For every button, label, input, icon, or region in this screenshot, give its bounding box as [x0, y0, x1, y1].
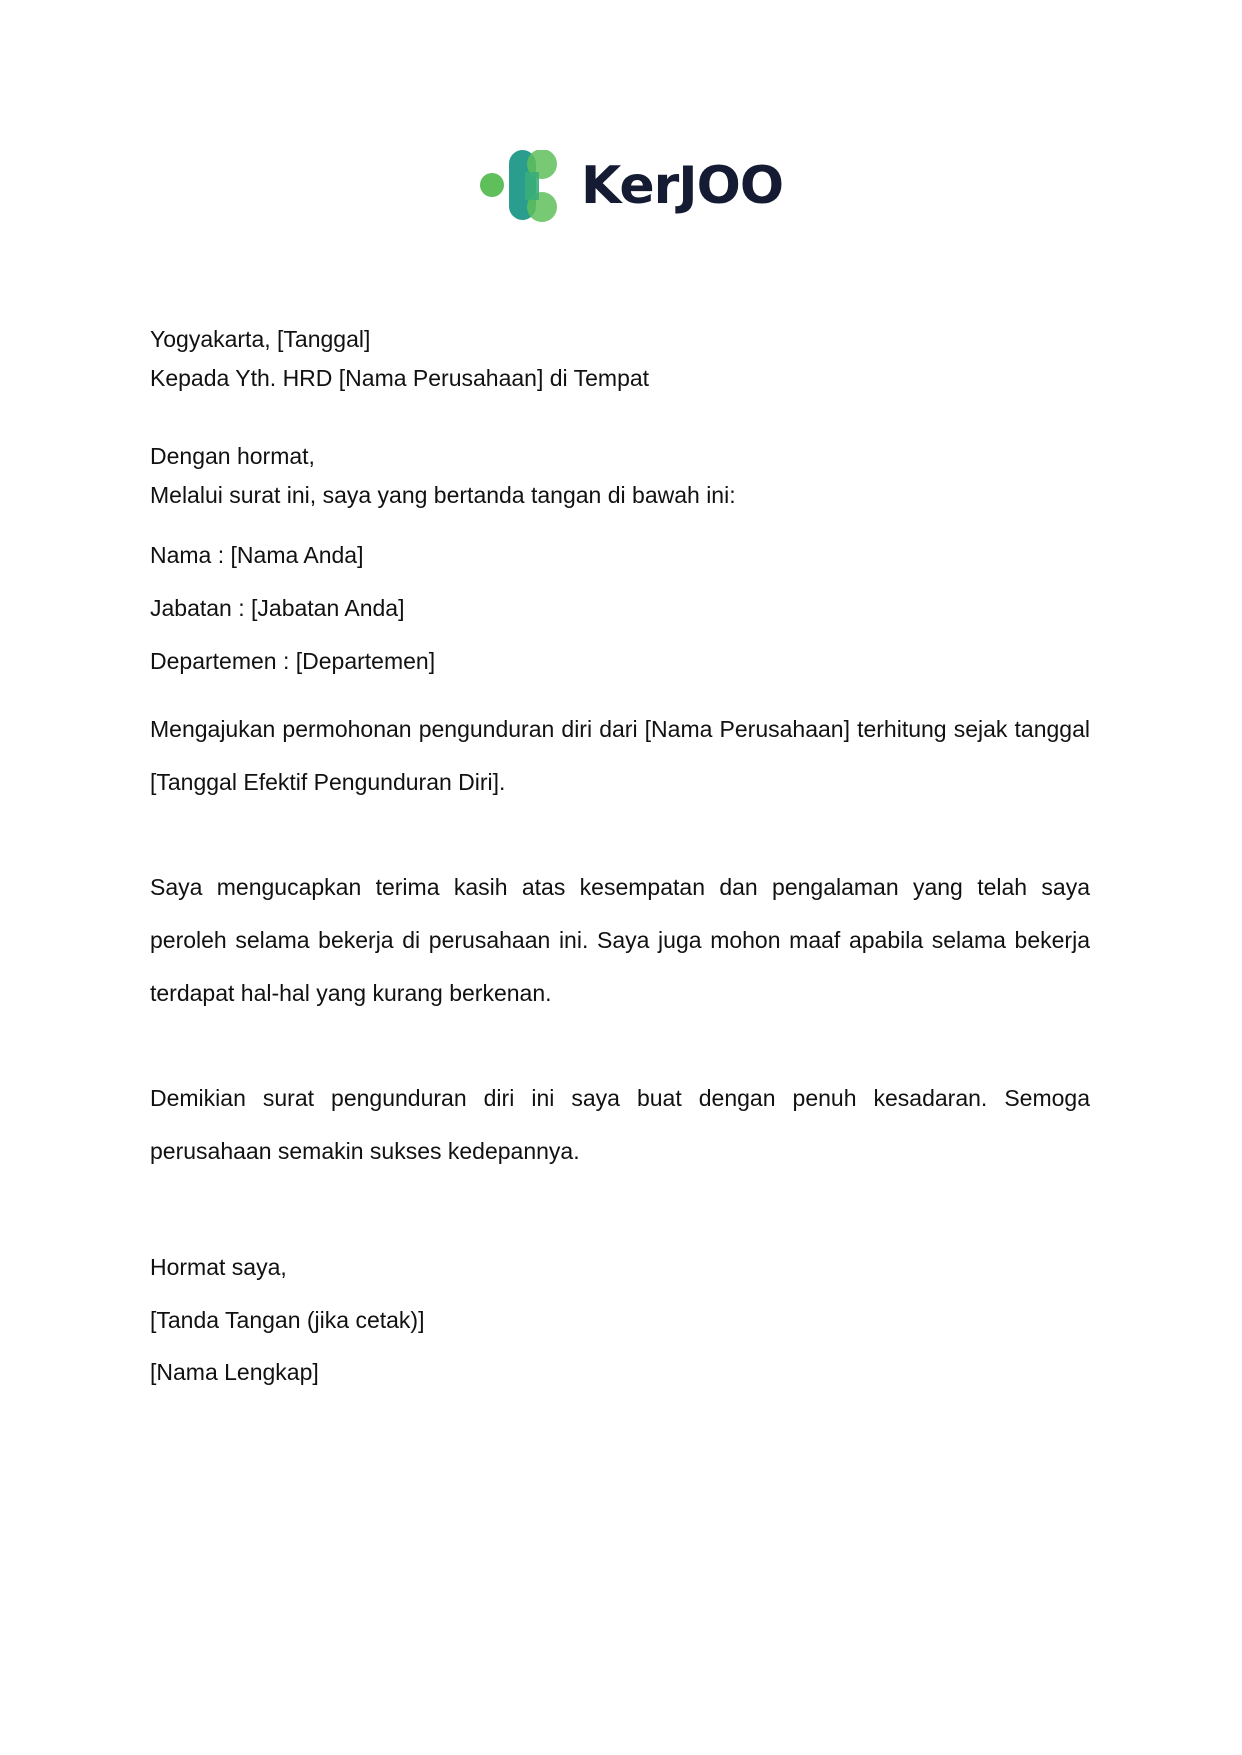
field-department: Departemen : [Departemen] [150, 648, 436, 674]
intro-line: Melalui surat ini, saya yang bertanda tangan di bawah ini: [150, 482, 736, 508]
full-name-placeholder: [Nama Lengkap] [150, 1359, 319, 1385]
field-name: Nama : [Nama Anda] [150, 542, 364, 568]
paragraph-resignation: Mengajukan permohonan pengunduran diri dari [Nama Perusahaan] terhitung sejak tanggal [Tanggal Efektif Pengunduran Diri]. [150, 716, 1090, 795]
place-date: Yogyakarta, [Tanggal] [150, 326, 371, 352]
signature-placeholder: [Tanda Tangan (jika cetak)] [150, 1307, 425, 1333]
paragraph-closing-remark: Demikian surat pengunduran diri ini saya buat dengan penuh kesadaran. Semoga perusahaan semakin sukses kedepannya. [150, 1085, 1090, 1164]
kerjoo-k-mark-icon [480, 150, 580, 230]
recipient: Kepada Yth. HRD [Nama Perusahaan] di Tempat [150, 365, 650, 391]
closing: Hormat saya, [150, 1254, 287, 1280]
paragraph-thanks: Saya mengucapkan terima kasih atas kesempatan dan pengalaman yang telah saya peroleh selama bekerja di perusahaan ini. Saya juga mohon maaf apabila selama bekerja terdapat hal-hal yang kurang berkenan. [150, 874, 1090, 1006]
company-logo [480, 150, 784, 230]
field-position: Jabatan : [Jabatan Anda] [150, 595, 405, 621]
logo-wordmark: KerJOO [581, 156, 784, 216]
salutation: Dengan hormat, [150, 443, 315, 469]
